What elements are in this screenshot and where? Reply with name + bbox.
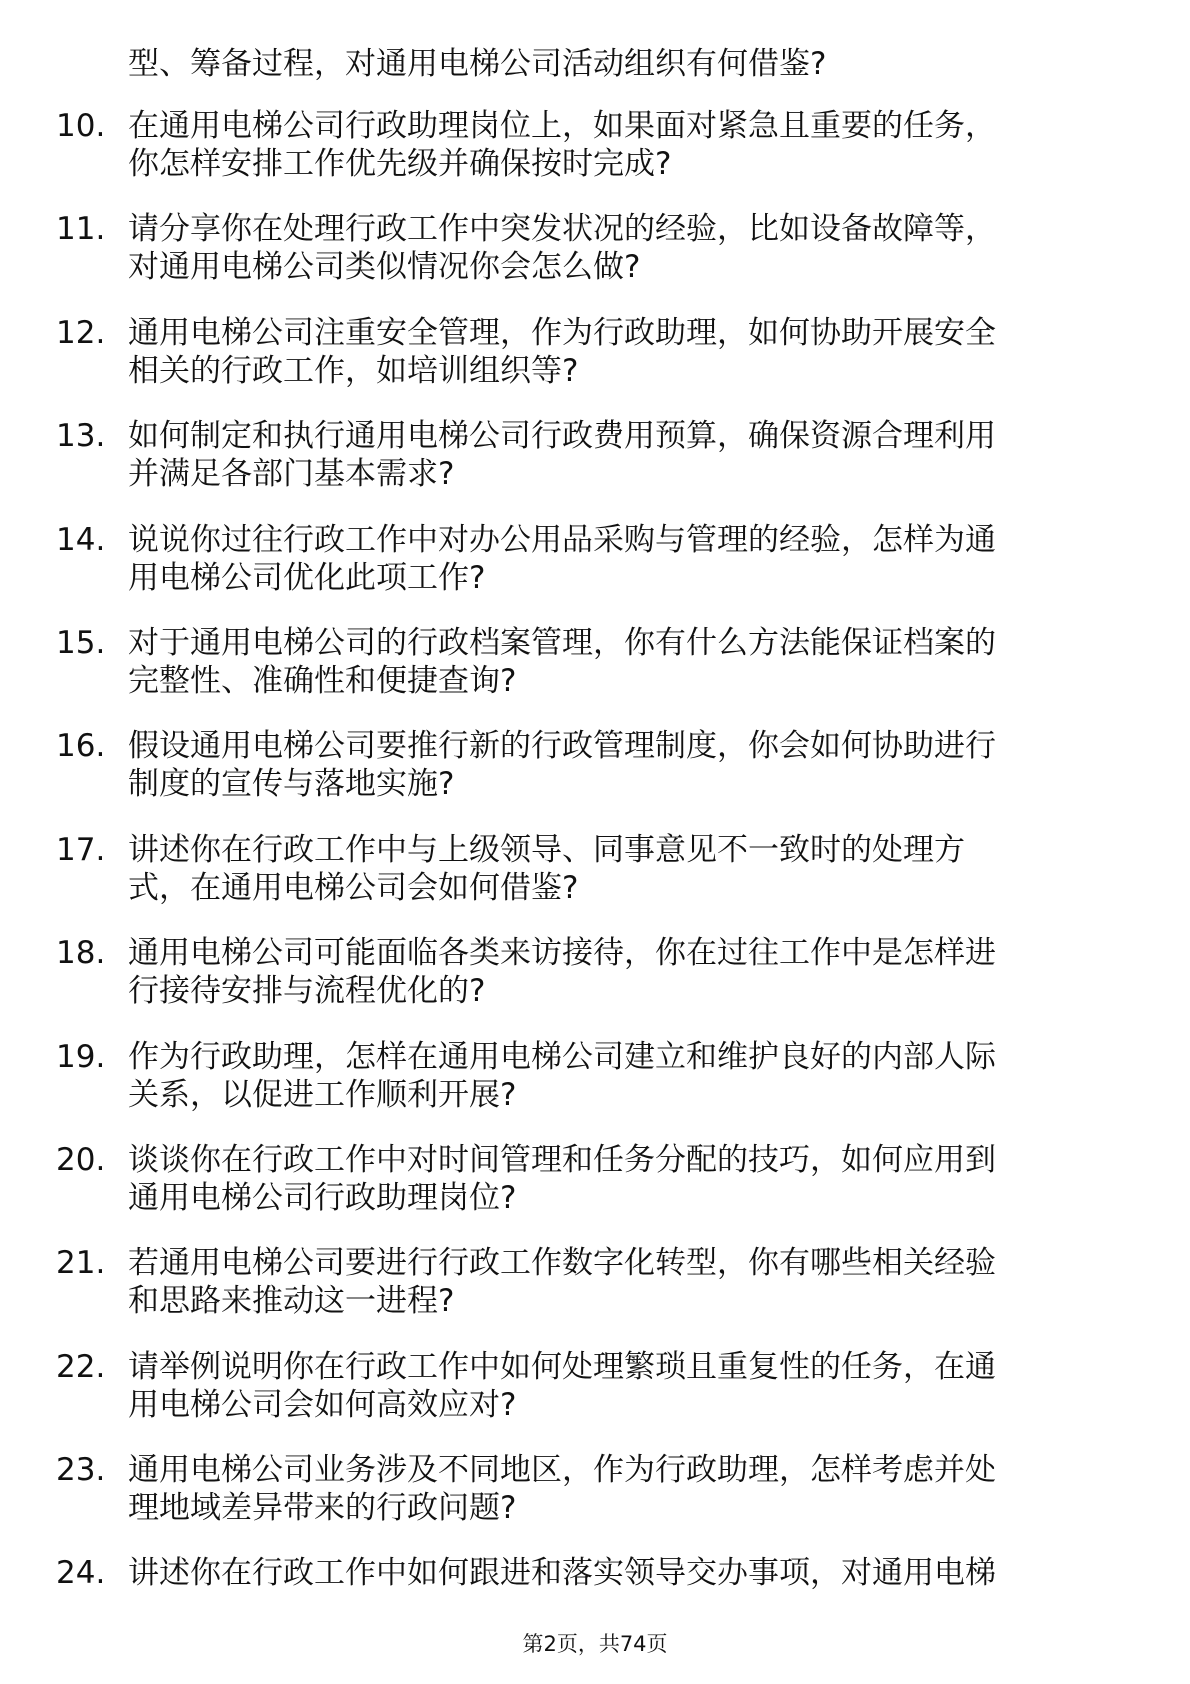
- question-number: 13.: [56, 418, 106, 455]
- question-text-line-1: 请举例说明你在行政工作中如何处理繁琐且重复性的任务，在通: [128, 1348, 996, 1385]
- question-number: 14.: [56, 521, 106, 558]
- question-number: 24.: [56, 1555, 106, 1592]
- page-indicator: 第2页，共74页: [522, 1632, 668, 1656]
- question-text-line-1: 在通用电梯公司行政助理岗位上，如果面对紧急且重要的任务，: [128, 108, 996, 144]
- question-text-line-2: 用电梯公司优化此项工作?: [128, 559, 486, 596]
- question-text-line-1: 谈谈你在行政工作中对时间管理和任务分配的技巧，如何应用到: [128, 1141, 996, 1178]
- question-number: 15.: [56, 624, 106, 661]
- question-text-line-2: 理地域差异带来的行政问题?: [128, 1490, 517, 1527]
- list-item: [0, 1452, 1190, 1555]
- list-item: [0, 418, 1190, 521]
- list-item: [0, 522, 1190, 625]
- list-item: [0, 108, 1190, 211]
- question-text-line-2: 和思路来推动这一进程?: [128, 1283, 455, 1320]
- question-text-line-1: 讲述你在行政工作中与上级领导、同事意见不一致时的处理方: [128, 831, 965, 868]
- list-item: [0, 211, 1190, 314]
- question-text-line-2: 通用电梯公司行政助理岗位?: [128, 1179, 517, 1216]
- question-text-line-2: 完整性、准确性和便捷查询?: [128, 662, 517, 699]
- question-number: 22.: [56, 1348, 106, 1385]
- question-text-line-2: 并满足各部门基本需求?: [128, 456, 455, 493]
- list-item: [0, 728, 1190, 831]
- list-item: [0, 1245, 1190, 1348]
- question-text-line-1: 若通用电梯公司要进行行政工作数字化转型，你有哪些相关经验: [128, 1245, 996, 1282]
- question-text-line-2: 对通用电梯公司类似情况你会怎么做?: [128, 249, 641, 286]
- list-item: [0, 625, 1190, 728]
- list-item: [0, 315, 1190, 418]
- question-text-line-1: 通用电梯公司注重安全管理，作为行政助理，如何协助开展安全: [128, 314, 996, 351]
- question-text-line-1: 请分享你在处理行政工作中突发状况的经验，比如设备故障等，: [128, 211, 996, 248]
- question-number: 10.: [56, 108, 106, 144]
- question-text-line-2: 式，在通用电梯公司会如何借鉴?: [128, 869, 579, 906]
- question-number: 17.: [56, 831, 106, 868]
- question-text-line-1: 假设通用电梯公司要推行新的行政管理制度，你会如何协助进行: [128, 728, 996, 765]
- question-text-line-1: 说说你过往行政工作中对办公用品采购与管理的经验，怎样为通: [128, 521, 996, 558]
- question-text-line-1: 对于通用电梯公司的行政档案管理，你有什么方法能保证档案的: [128, 624, 996, 661]
- question-text-line-1: 作为行政助理，怎样在通用电梯公司建立和维护良好的内部人际: [128, 1038, 996, 1075]
- question-text-line-1: 通用电梯公司可能面临各类来访接待，你在过往工作中是怎样进: [128, 935, 996, 972]
- question-text-line-2: 关系，以促进工作顺利开展?: [128, 1076, 517, 1113]
- question-text-line-1: 通用电梯公司业务涉及不同地区，作为行政助理，怎样考虑并处: [128, 1452, 996, 1489]
- list-item: [0, 1142, 1190, 1245]
- question-text-line-2: 用电梯公司会如何高效应对?: [128, 1386, 517, 1423]
- question-text-line-2: 行接待安排与流程优化的?: [128, 973, 486, 1010]
- question-text-line-2: 相关的行政工作，如培训组织等?: [128, 352, 579, 389]
- list-item: [0, 1039, 1190, 1142]
- question-number: 16.: [56, 728, 106, 765]
- question-list: [0, 108, 1190, 1659]
- question-text-line-1: 如何制定和执行通用电梯公司行政费用预算，确保资源合理利用: [128, 418, 996, 455]
- question-text-line-1: 讲述你在行政工作中如何跟进和落实领导交办事项，对通用电梯: [128, 1555, 996, 1592]
- question-number: 19.: [56, 1038, 106, 1075]
- question-number: 23.: [56, 1452, 106, 1489]
- question-number: 20.: [56, 1141, 106, 1178]
- question-number: 12.: [56, 314, 106, 351]
- question-number: 11.: [56, 211, 106, 248]
- list-item: [0, 1349, 1190, 1452]
- question-text-line-2: 制度的宣传与落地实施?: [128, 766, 455, 803]
- list-item: [0, 832, 1190, 935]
- question-number: 18.: [56, 935, 106, 972]
- question-number: 21.: [56, 1245, 106, 1282]
- question-text-line-2: 你怎样安排工作优先级并确保按时完成?: [128, 146, 672, 182]
- continuation-text: 型、筹备过程，对通用电梯公司活动组织有何借鉴?: [128, 46, 827, 82]
- list-item: [0, 935, 1190, 1038]
